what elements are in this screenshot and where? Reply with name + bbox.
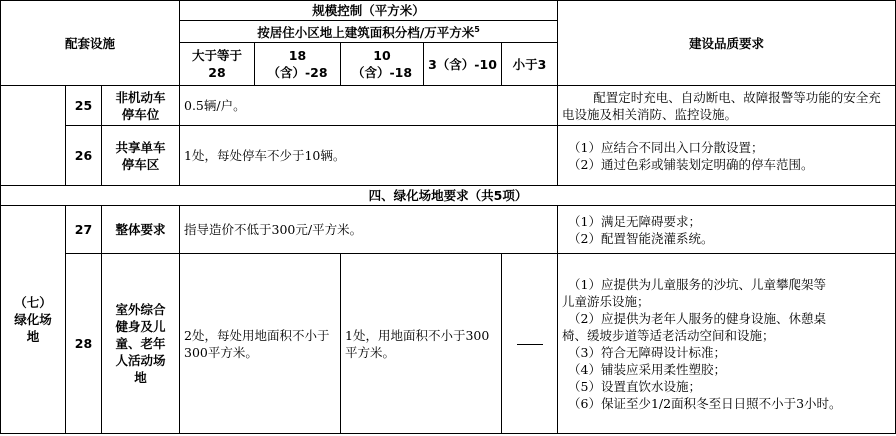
section-row [1, 186, 896, 206]
quality-requirement: 配置定时充电、自动断电、故障报警等功能的安全充电设施及相关消防、监控设施。 [558, 86, 896, 126]
header-col-lt3: 小于3 [502, 43, 558, 86]
header-col-10-18: 10（含）-18 [341, 43, 424, 86]
scale-value-large: 2处，每处用地面积不小于300平方米。 [180, 254, 341, 434]
header-quality: 建设品质要求 [558, 1, 896, 86]
section-title: 四、绿化场地要求（共5项） [1, 186, 896, 206]
dash-mark [517, 344, 543, 345]
header-col-3-10: 3（含）-10 [424, 43, 502, 86]
header-col-18-28: 18（含）-28 [255, 43, 341, 86]
scale-value-medium: 1处，用地面积不小于300平方米。 [341, 254, 502, 434]
row-number: 25 [66, 86, 102, 126]
category-cell: （七） 绿化场 地 [1, 206, 66, 434]
scale-value-none [502, 254, 558, 434]
scale-value: 指导造价不低于300元/平方米。 [180, 206, 558, 254]
header-scale-control: 规模控制（平方米） [180, 1, 558, 21]
scale-value: 0.5辆/户。 [180, 86, 558, 126]
row-number: 26 [66, 126, 102, 186]
table-row [1, 86, 896, 126]
row-number: 28 [66, 254, 102, 434]
footnote-marker: 5 [474, 25, 480, 35]
header-col-ge28: 大于等于 28 [180, 43, 255, 86]
table-row [1, 254, 896, 434]
scale-value: 1处，每处停车不少于10辆。 [180, 126, 558, 186]
facility-name: 非机动车 停车位 [102, 86, 180, 126]
category-cell-empty [1, 86, 66, 186]
facility-name: 室外综合 健身及儿 童、老年 人活动场 地 [102, 254, 180, 434]
header-facility: 配套设施 [1, 1, 180, 86]
header-by-area: 按居住小区地上建筑面积分档/万平方米$^5$ [180, 21, 558, 43]
facility-name: 整体要求 [102, 206, 180, 254]
table-row [1, 126, 896, 186]
table-row [1, 206, 896, 254]
facility-name: 共享单车 停车区 [102, 126, 180, 186]
quality-requirement: （1）应结合不同出入口分散设置； （2）通过色彩或铺装划定明确的停车范围。 [558, 126, 896, 186]
quality-requirement: （1）满足无障碍要求； （2）配置智能浇灌系统。 [558, 206, 896, 254]
quality-requirement: （1）应提供为儿童服务的沙坑、儿童攀爬架等 儿童游乐设施； （2）应提供为老年人服务的健身设施、休憩桌 椅、缓坡步道等适老活动空间和设施； （3）符合无障碍设计标准； （4）铺装应采用柔性塑胶； （5）设置直饮水设施； （6）保证至少1/2面积冬至日日照不小于3小时。 [558, 254, 896, 434]
row-number: 27 [66, 206, 102, 254]
